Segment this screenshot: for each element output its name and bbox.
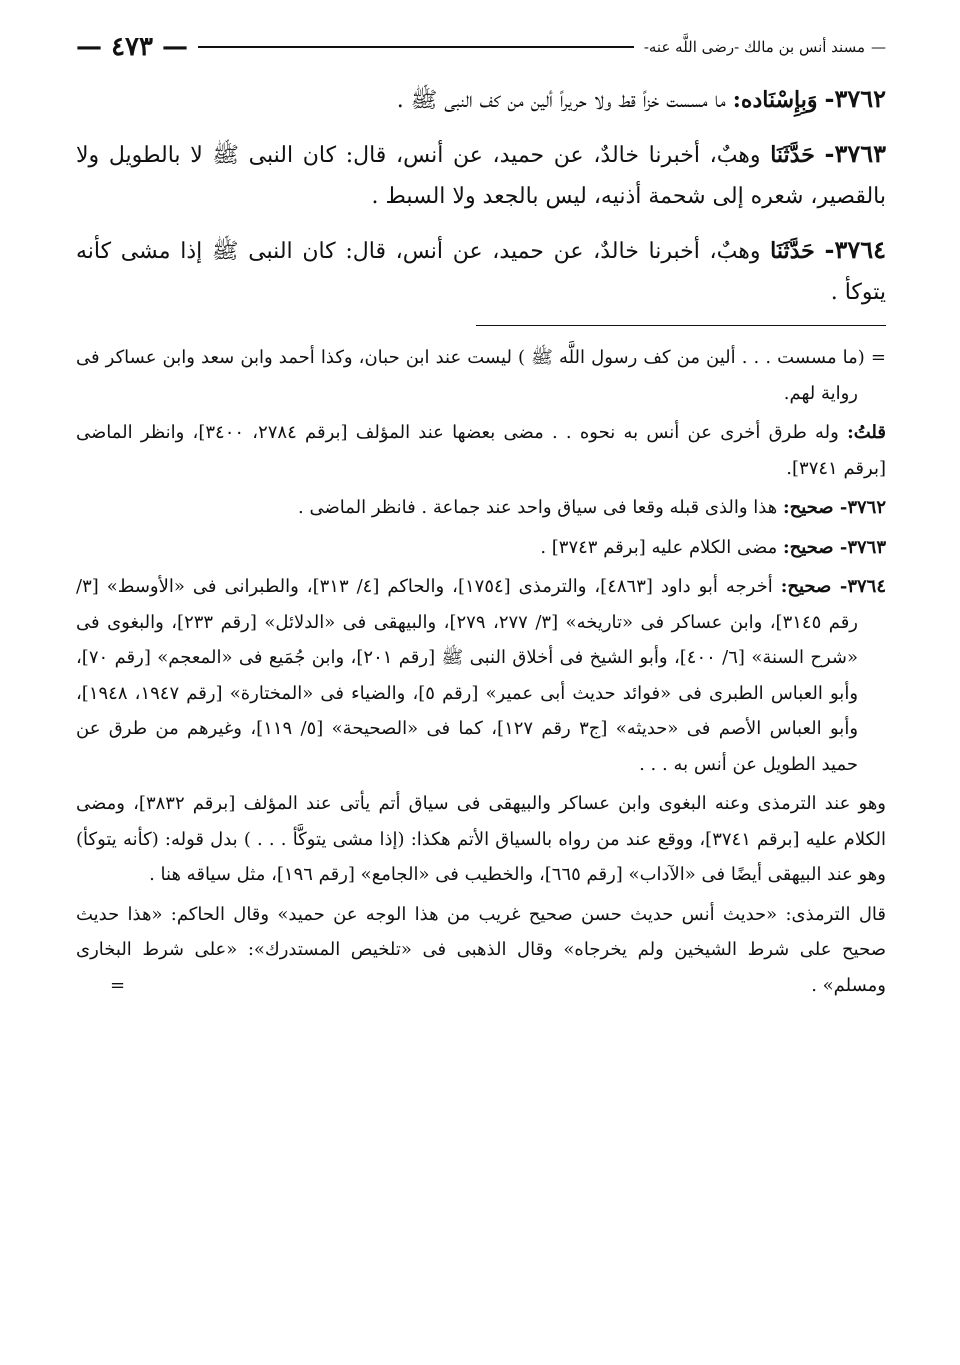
- footnote-3763: [76, 530, 886, 566]
- footnotes: [76, 340, 886, 1003]
- continuation-marker: =: [870, 347, 886, 368]
- hadith-lead: حَدَّثَنَا: [770, 238, 815, 264]
- header-dash: —: [871, 38, 886, 56]
- footnote-paragraph-qala: [76, 897, 886, 1004]
- hadith-number: ٣٧٦٤-: [824, 235, 887, 264]
- footnote-text: قال الترمذى: «حديث أنس حديث حسن صحيح غريب من هذا الوجه عن حميد» وقال الحاكم: «هذا حديث صحيح على شرط الشيخين ولم يخرجاه» وقال الذهبى فى «تلخيص المستدرك»: «على شرط البخارى ومسلم» .: [76, 903, 886, 996]
- hadith-section: [76, 78, 886, 313]
- footnote-qultu: [76, 415, 886, 486]
- header-title: مسند أنس بن مالك -رضى اللَّه عنه-: [643, 38, 865, 56]
- hadith-text: وهبٌ، أخبرنا خالدٌ، عن حميد، عن أنس، قال: كان النبى ﷺ إذا مشى كأنه يتوكأ .: [76, 239, 886, 305]
- footnote-3762: [76, 490, 886, 526]
- hadith-number: ٣٧٦٣-: [824, 139, 886, 168]
- footnote-3764: [76, 569, 886, 782]
- footnote-separator: [476, 325, 886, 326]
- hadith-lead: حَدَّثَنَا: [770, 142, 815, 168]
- footnote-label: ٣٧٦٤- صحيح:: [780, 576, 886, 597]
- hadith-3763: [76, 133, 886, 217]
- hadith-number: ٣٧٦٢-: [824, 84, 886, 113]
- hadith-lead: وَبِإِسْنَاده:: [732, 87, 818, 113]
- header-rule: [198, 46, 634, 48]
- hadith-text: وهبٌ، أخبرنا خالدٌ، عن حميد، عن أنس، قال: كان النبى ﷺ لا بالطويل ولا بالقصير، شعره إلى شحمة أذنيه، ليس بالجعد ولا السبط .: [76, 143, 886, 209]
- footnote-text: أخرجه أبو داود [٤٨٦٣]، والترمذى [١٧٥٤]، والحاكم [٤/ ٣١٣]، والطبرانى فى «الأوسط» [٣/ رقم ٣١٤٥]، وابن عساكر فى «تاريخه» [٣/ ٢٧٧، ٢٧٩]، والبيهقى فى «الدلائل» [رقم ٢٣٣]، والبغوى فى «شرح السنة» [٦/ ٤٠٠]، وأبو الشيخ فى أخلاق النبى ﷺ [رقم ٢٠١]، وابن جُمَيع فى «المعجم» [رقم ٧٠]، وأبو العباس الطبرى فى «فوائد حديث أبى عمير» [رقم ٥]، والضياء فى «المختارة» [رقم ١٩٤٧، ١٩٤٨]، وأبو العباس الأصم فى «حديثه» [ج٣ رقم ١٢٧]، كما فى «الصحيحة» [٥/ ١١٩]، وغيرهم من طرق عن حميد الطويل عن أنس به . . .: [76, 576, 859, 775]
- footnote-label: ٣٧٦٢- صحيح:: [782, 497, 886, 518]
- hadith-3764: [76, 229, 886, 313]
- footnote-text: وهو عند الترمذى وعنه البغوى وابن عساكر والبيهقى فى سياق أتم يأتى عند المؤلف [برقم ٣٨٣٢]، ومضى الكلام عليه [برقم ٣٧٤١]، ووقع عند من رواه بالسياق الأتم هكذا: (إذا مشى يتوكَّأ . . . ) بدل قوله: (كأنه يتوكأ) وهو عند البيهقى أيضًا فى «الآداب» [رقم ٦٦٥]، والخطيب فى «الجامع» [رقم ١٩٦]، مثل سياقه هنا .: [76, 793, 887, 885]
- footnote-continuation: [76, 340, 886, 411]
- footnote-text: وله طرق أخرى عن أنس به نحوه . . مضى بعضها عند المؤلف [برقم ٢٧٨٤، ٣٤٠٠]، وانظر الماضى [برقم ٣٧٤١].: [76, 422, 886, 479]
- hadith-text: ما مسست خزاً قط ولا حريراً ألين من كف النبى ﷺ .: [396, 88, 726, 113]
- page-number: — ٤٧٣ —: [76, 32, 189, 62]
- hadith-3762: [76, 78, 886, 121]
- running-header: [76, 30, 886, 64]
- qultu-label: قلتُ:: [847, 422, 886, 443]
- footnote-text: (ما مسست . . . ألين من كف رسول اللَّه ﷺ ) ليست عند ابن حبان، وكذا أحمد وابن سعد وابن عساكر فى رواية لهم.: [76, 347, 865, 404]
- book-page: [76, 30, 886, 1007]
- footnote-paragraph-wahuwa: [76, 786, 886, 893]
- continuation-marker-end: =: [110, 974, 126, 996]
- footnote-text: مضى الكلام عليه [برقم ٣٧٤٣] .: [540, 536, 778, 558]
- footnote-text: هذا والذى قبله وقعا فى سياق واحد عند جماعة . فانظر الماضى .: [298, 497, 778, 518]
- footnote-label: ٣٧٦٣- صحيح:: [782, 536, 886, 558]
